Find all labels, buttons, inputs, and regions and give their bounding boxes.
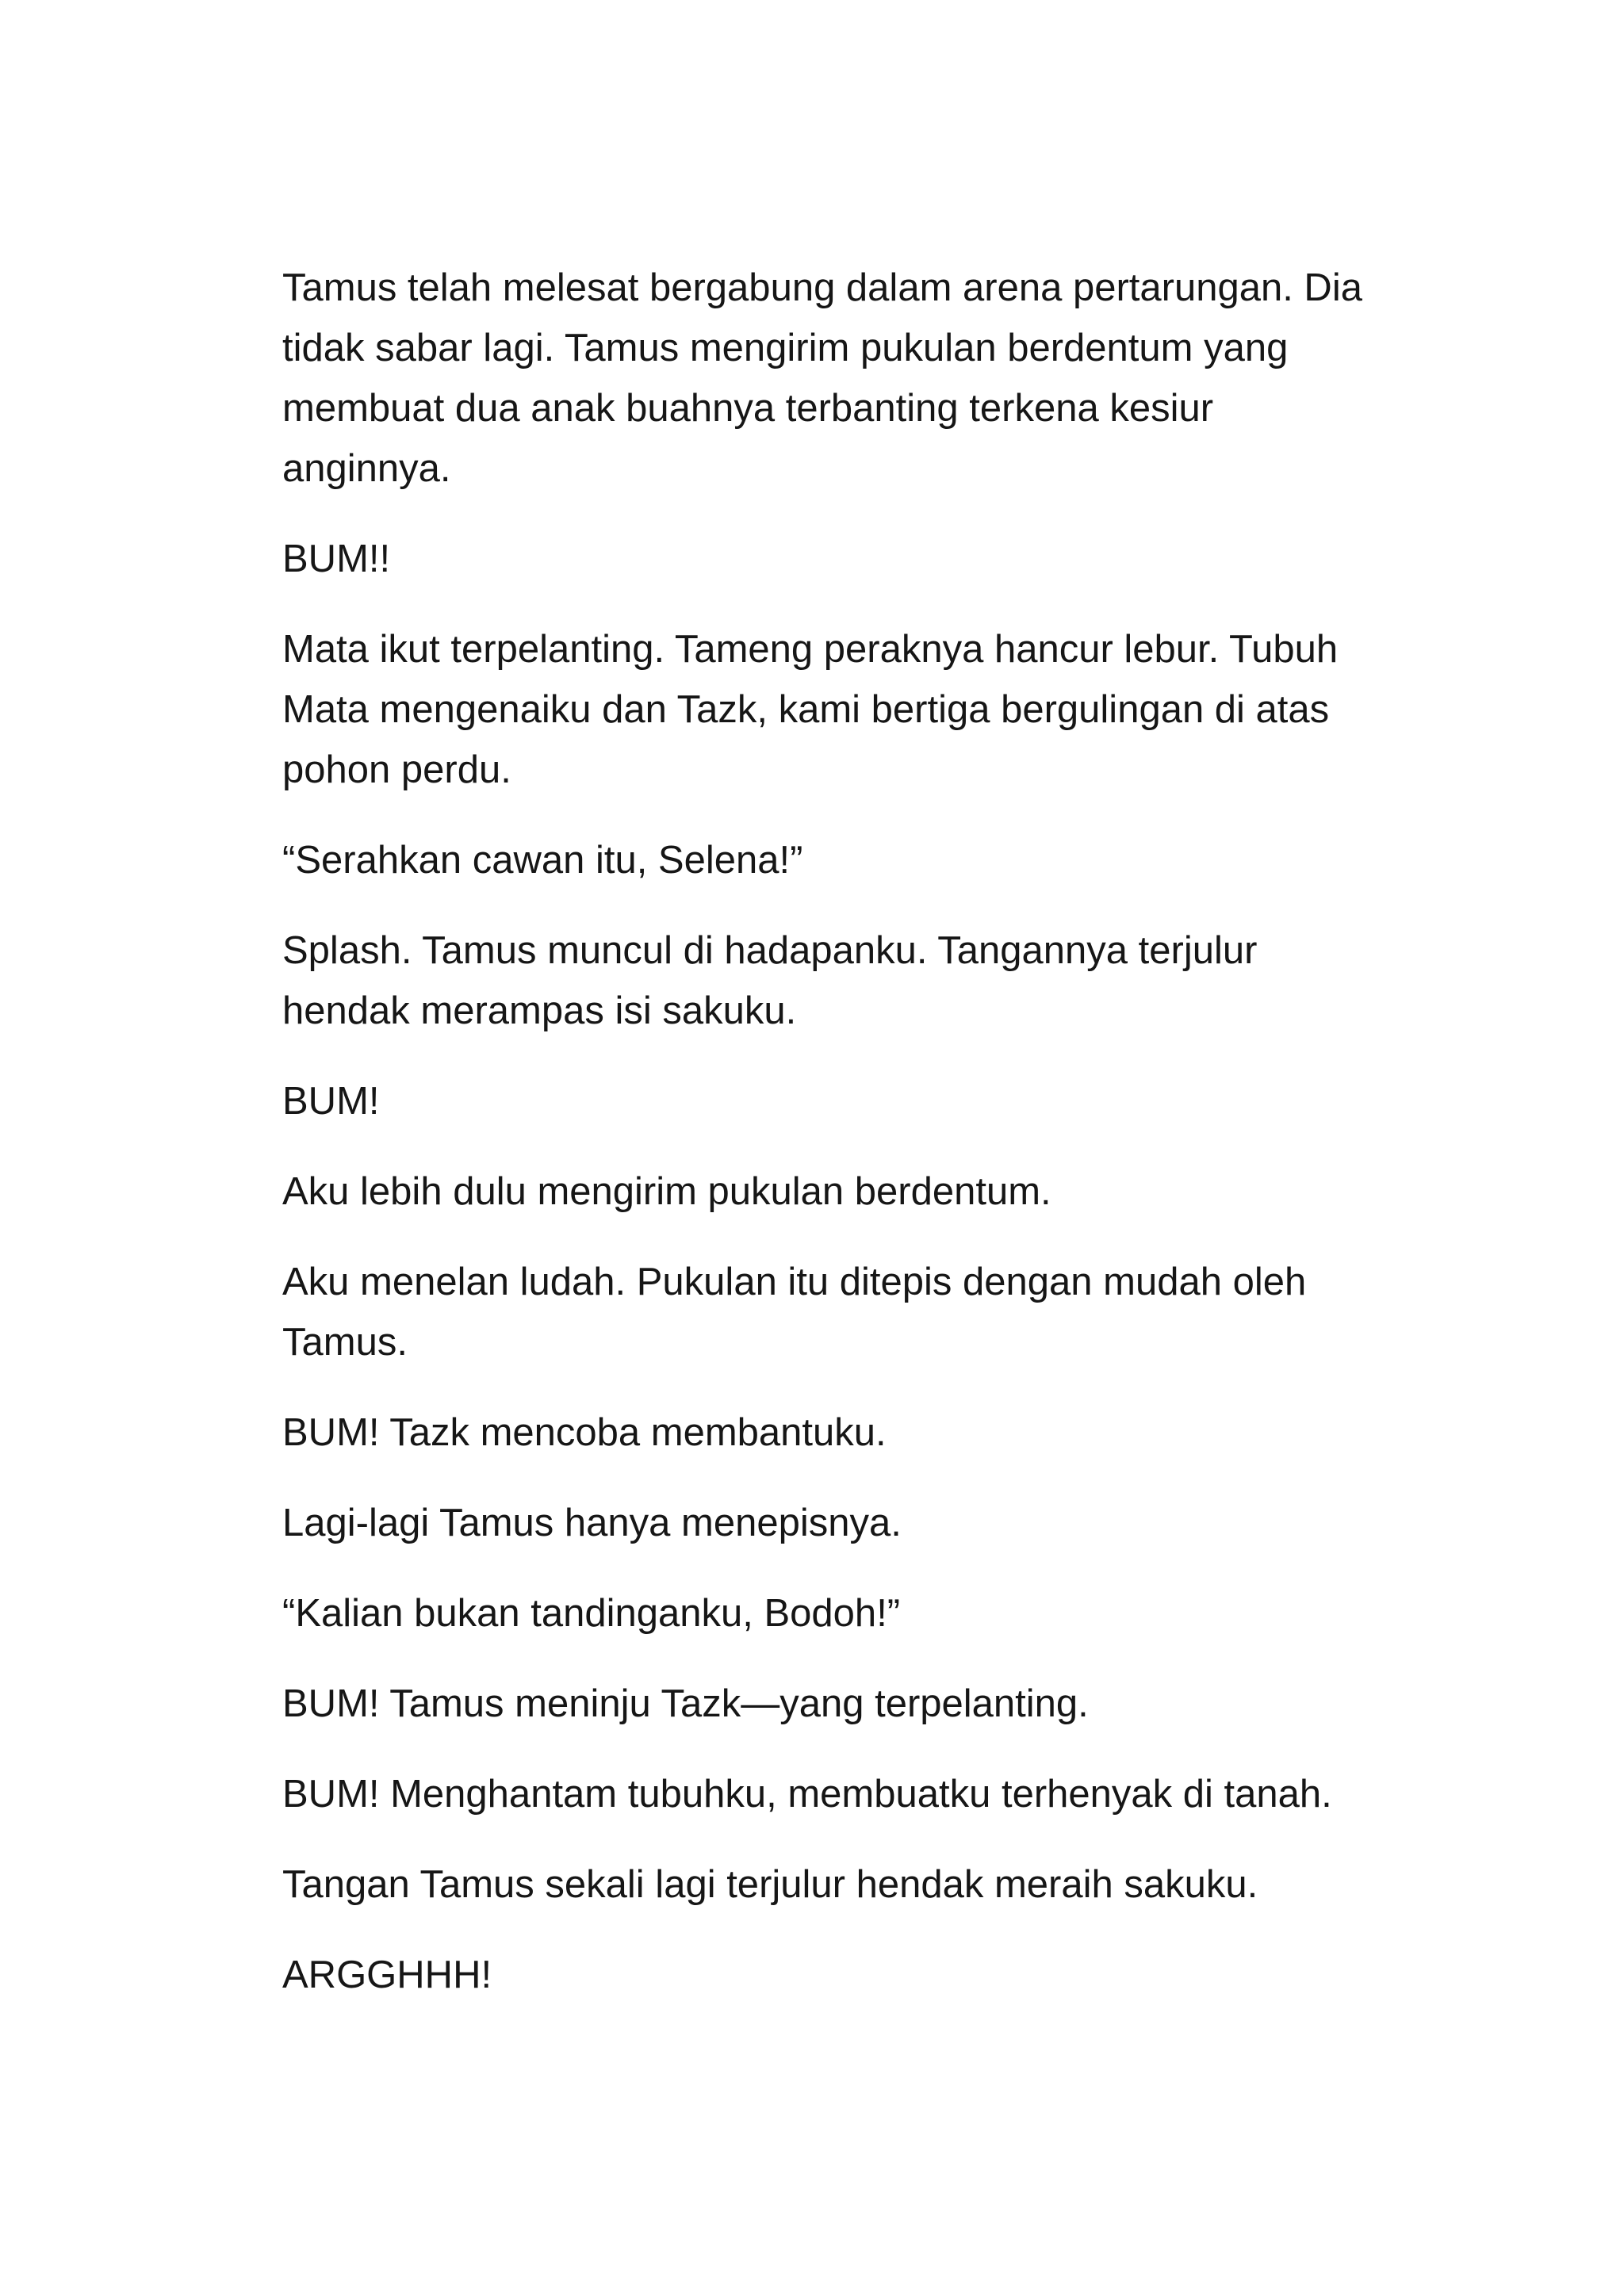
paragraph: Tamus telah melesat bergabung dalam arena pertarungan. Dia tidak sabar lagi. Tamus mengirim pukulan berdentum yang membuat dua anak buahnya terbanting terkena kesiur anginnya. (282, 266, 1362, 490)
paragraph: BUM! (282, 1080, 380, 1123)
paragraph: Tangan Tamus sekali lagi terjulur hendak meraih sakuku. (282, 1863, 1258, 1906)
paragraph: BUM! Tamus meninju Tazk—yang terpelanting. (282, 1682, 1089, 1725)
paragraph: BUM! Tazk mencoba membantuku. (282, 1411, 887, 1454)
paragraph: “Serahkan cawan itu, Selena!” (282, 839, 803, 882)
paragraph: BUM! Menghantam tubuhku, membuatku terhenyak di tanah. (282, 1773, 1332, 1816)
paragraph: Mata ikut terpelanting. Tameng peraknya hancur lebur. Tubuh Mata mengenaiku dan Tazk, kami bertiga bergulingan di atas pohon perdu. (282, 628, 1339, 791)
body-text (282, 258, 1377, 2035)
paragraph: Lagi-lagi Tamus hanya menepisnya. (282, 1502, 902, 1544)
paragraph: Aku menelan ludah. Pukulan itu ditepis dengan mudah oleh Tamus. (282, 1261, 1307, 1364)
paragraph: Splash. Tamus muncul di hadapanku. Tangannya terjulur hendak merampas isi sakuku. (282, 929, 1258, 1032)
paragraph: “Kalian bukan tandinganku, Bodoh!” (282, 1592, 901, 1635)
paragraph: BUM!! (282, 538, 391, 580)
paragraph: ARGGHHH! (282, 1954, 492, 1996)
paragraph: Aku lebih dulu mengirim pukulan berdentum. (282, 1170, 1051, 1213)
